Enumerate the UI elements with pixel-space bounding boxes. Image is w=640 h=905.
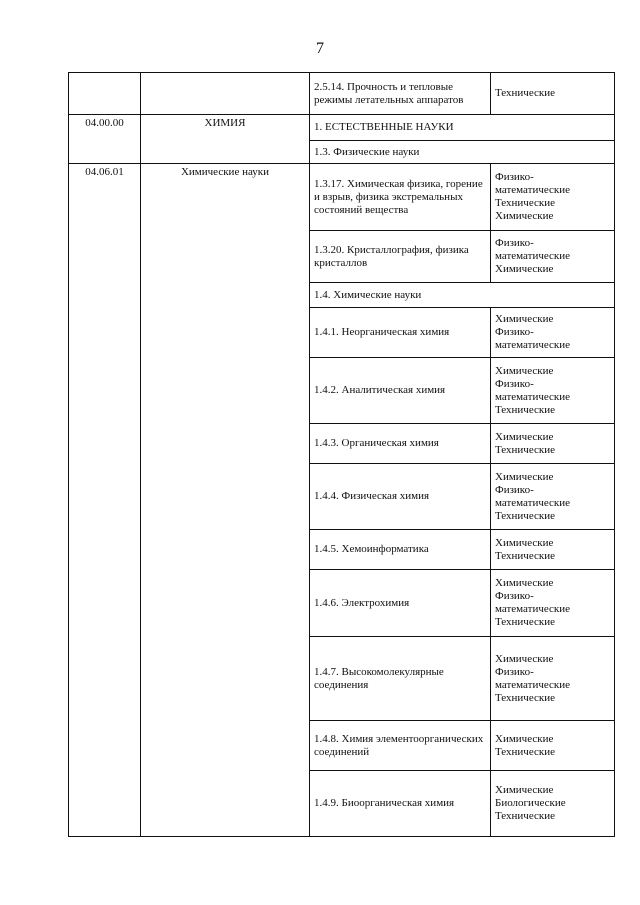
field: математические bbox=[495, 339, 571, 351]
science-fields bbox=[491, 464, 615, 530]
field: математические bbox=[495, 250, 571, 262]
field: Биологические bbox=[495, 797, 566, 809]
field: Физико- bbox=[495, 326, 534, 338]
group-code: 04.00.00 bbox=[69, 115, 141, 164]
science-fields bbox=[491, 164, 615, 231]
group-code: 04.06.01 bbox=[69, 164, 141, 837]
field: математические bbox=[495, 603, 571, 615]
field: Технические bbox=[495, 616, 555, 628]
science-fields bbox=[491, 73, 615, 115]
science-fields bbox=[491, 308, 615, 358]
table-row bbox=[69, 115, 615, 141]
specialty-name: 1.4.7. Высокомолекулярные соединения bbox=[310, 637, 491, 721]
field: Технические bbox=[495, 691, 555, 704]
specialty-name: 1.4.4. Физическая химия bbox=[310, 464, 491, 530]
section-heading: 1. ЕСТЕСТВЕННЫЕ НАУКИ bbox=[310, 115, 615, 141]
science-fields bbox=[491, 721, 615, 771]
specialty-name: 1.4.2. Аналитическая химия bbox=[310, 358, 491, 424]
specialty-name: 1.3.20. Кристаллография, физика кристаллов bbox=[310, 231, 491, 283]
specialty-name: 1.4.5. Хемоинформатика bbox=[310, 530, 491, 570]
field: Технические bbox=[495, 403, 555, 416]
field: Химические bbox=[495, 470, 554, 483]
science-fields bbox=[491, 424, 615, 464]
specialty-name: 1.4.1. Неорганическая химия bbox=[310, 308, 491, 358]
field: Химические bbox=[495, 364, 554, 377]
code-cell bbox=[69, 73, 141, 115]
field: Химические bbox=[495, 577, 554, 589]
specialties-table bbox=[68, 72, 615, 837]
field: Технические bbox=[495, 197, 555, 209]
specialty-name: 1.4.3. Органическая химия bbox=[310, 424, 491, 464]
specialty-name: 1.4.9. Биоорганическая химия bbox=[310, 771, 491, 837]
field: математические bbox=[495, 184, 571, 196]
field: Физико- bbox=[495, 237, 534, 249]
table-row bbox=[69, 73, 615, 115]
field: Химические bbox=[495, 784, 554, 796]
field: Химические bbox=[495, 732, 554, 745]
field: математические bbox=[495, 390, 571, 403]
subsection-heading: 1.4. Химические науки bbox=[310, 283, 615, 308]
specialty-name: 1.4.8. Химия элементоорганических соединений bbox=[310, 721, 491, 771]
science-fields bbox=[491, 570, 615, 637]
field: Технические bbox=[495, 549, 555, 562]
field: Химические bbox=[495, 313, 554, 325]
group-title: ХИМИЯ bbox=[141, 115, 310, 164]
science-fields bbox=[491, 358, 615, 424]
title-cell bbox=[141, 73, 310, 115]
field: Физико- bbox=[495, 171, 534, 183]
subsection-heading: 1.3. Физические науки bbox=[310, 141, 615, 164]
field: Химические bbox=[495, 263, 554, 275]
field: Физико- bbox=[495, 377, 534, 390]
field: Химические bbox=[495, 652, 554, 665]
field: Физико- bbox=[495, 483, 534, 496]
specialty-name: 1.3.17. Химическая физика, горение и взрыв, физика экстремальных состояний вещества bbox=[310, 164, 491, 231]
field: Технические bbox=[495, 509, 555, 522]
science-fields bbox=[491, 771, 615, 837]
specialty-name: 1.4.6. Электрохимия bbox=[310, 570, 491, 637]
science-fields bbox=[491, 530, 615, 570]
field: Физико- bbox=[495, 590, 534, 602]
field: Химические bbox=[495, 430, 554, 443]
field: математические bbox=[495, 496, 571, 509]
group-title: Химические науки bbox=[141, 164, 310, 837]
field: Технические bbox=[495, 810, 555, 822]
science-fields bbox=[491, 637, 615, 721]
page-number: 7 bbox=[316, 40, 324, 57]
field: Химические bbox=[495, 536, 554, 549]
field: Технические bbox=[495, 443, 555, 456]
science-fields bbox=[491, 231, 615, 283]
field: Технические bbox=[495, 87, 555, 99]
specialty-name: 2.5.14. Прочность и тепловые режимы летательных аппаратов bbox=[310, 73, 491, 115]
field: Технические bbox=[495, 745, 555, 758]
field: математические bbox=[495, 678, 571, 691]
table-row bbox=[69, 164, 615, 231]
field: Химические bbox=[495, 210, 554, 222]
field: Физико- bbox=[495, 665, 534, 678]
